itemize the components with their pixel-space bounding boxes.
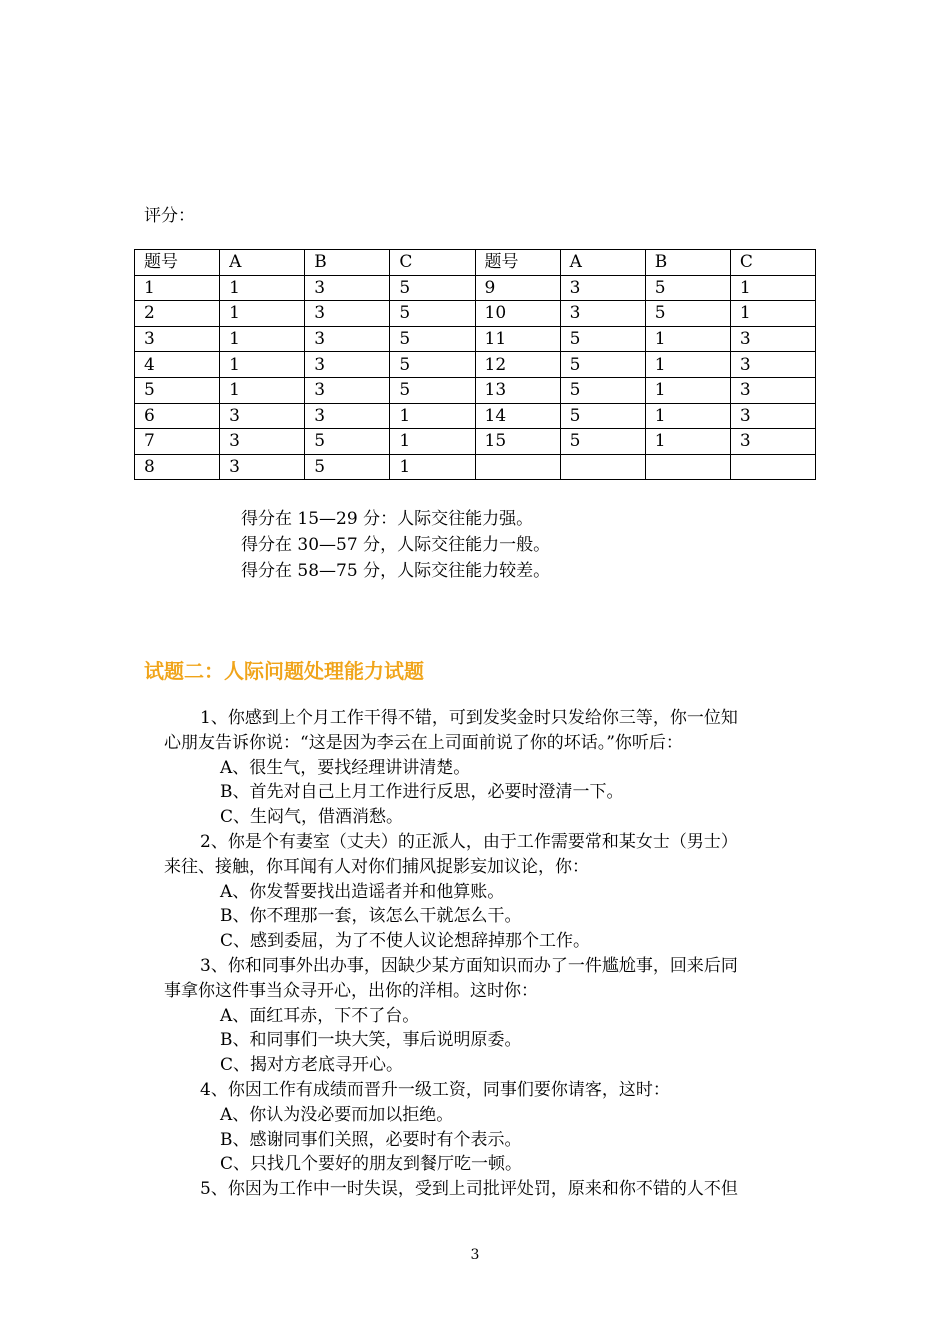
table-cell — [645, 454, 730, 480]
question-option: C、生闷气，借酒消愁。 — [220, 807, 404, 828]
table-cell: 5 — [390, 352, 475, 378]
table-cell: 1 — [135, 275, 220, 301]
score-ranges — [241, 506, 550, 584]
table-cell: 3 — [305, 275, 390, 301]
table-cell: 1 — [730, 301, 815, 327]
table-cell — [475, 454, 560, 480]
table-cell: 5 — [390, 377, 475, 403]
score-label: 评分： — [144, 206, 195, 226]
table-cell: 1 — [645, 352, 730, 378]
table-cell: 1 — [730, 275, 815, 301]
question-text: 2、你是个有妻室（丈夫）的正派人，由于工作需要常和某女士（男士） — [200, 831, 738, 852]
table-cell: 5 — [560, 429, 645, 455]
table-cell: 5 — [560, 377, 645, 403]
table-row — [135, 403, 816, 429]
table-cell — [560, 454, 645, 480]
score-range-line: 得分在 15—29 分：人际交往能力强。 — [241, 509, 534, 529]
table-cell: 1 — [220, 352, 305, 378]
table-header-cell: 题号 — [475, 250, 560, 276]
table-cell: 13 — [475, 377, 560, 403]
table-cell: 5 — [645, 275, 730, 301]
question-item — [164, 830, 814, 954]
table-cell: 3 — [560, 301, 645, 327]
question-list — [164, 706, 814, 1202]
score-range-line: 得分在 58—75 分，人际交往能力较差。 — [241, 561, 551, 581]
table-cell: 12 — [475, 352, 560, 378]
table-cell: 1 — [645, 429, 730, 455]
table-header-row — [135, 250, 816, 276]
question-option: C、感到委屈，为了不使人议论想辞掉那个工作。 — [220, 931, 591, 952]
table-cell: 11 — [475, 326, 560, 352]
question-item — [164, 1078, 814, 1177]
table-cell: 3 — [135, 326, 220, 352]
table-cell: 5 — [390, 275, 475, 301]
table-header-cell: 题号 — [135, 250, 220, 276]
question-option: A、面红耳赤，下不了台。 — [220, 1005, 420, 1026]
table-cell: 4 — [135, 352, 220, 378]
question-option: C、揭对方老底寻开心。 — [220, 1055, 404, 1076]
table-cell: 1 — [390, 429, 475, 455]
table-header-cell: A — [220, 250, 305, 276]
table-cell: 1 — [645, 326, 730, 352]
table-cell: 5 — [560, 352, 645, 378]
score-table-body — [135, 250, 816, 480]
score-range-line: 得分在 30—57 分，人际交往能力一般。 — [241, 535, 551, 555]
page-number: 3 — [470, 1247, 480, 1263]
table-cell: 3 — [730, 352, 815, 378]
question-text: 事拿你这件事当众寻开心，出你的洋相。这时你： — [164, 980, 538, 1001]
question-text: 3、你和同事外出办事，因缺少某方面知识而办了一件尴尬事，回来后同 — [200, 955, 738, 976]
table-cell: 6 — [135, 403, 220, 429]
score-table — [134, 249, 816, 480]
table-cell: 3 — [220, 454, 305, 480]
table-row — [135, 275, 816, 301]
question-option: A、你认为没必要而加以拒绝。 — [220, 1104, 454, 1125]
table-cell: 5 — [135, 377, 220, 403]
table-row — [135, 429, 816, 455]
table-cell — [730, 454, 815, 480]
table-cell: 15 — [475, 429, 560, 455]
question-text: 1、你感到上个月工作干得不错，可到发奖金时只发给你三等，你一位知 — [200, 708, 738, 728]
table-cell: 5 — [305, 454, 390, 480]
table-cell: 3 — [220, 429, 305, 455]
question-text: 心朋友告诉你说：“这是因为李云在上司面前说了你的坏话。”你听后： — [164, 732, 683, 753]
table-row — [135, 352, 816, 378]
table-cell: 3 — [305, 403, 390, 429]
table-cell: 3 — [730, 429, 815, 455]
table-row — [135, 301, 816, 327]
table-cell: 5 — [305, 429, 390, 455]
table-cell: 1 — [220, 301, 305, 327]
question-item — [164, 954, 814, 1078]
table-header-cell: C — [730, 250, 815, 276]
table-cell: 3 — [560, 275, 645, 301]
table-cell: 5 — [645, 301, 730, 327]
table-cell: 10 — [475, 301, 560, 327]
table-cell: 1 — [220, 275, 305, 301]
question-option: A、很生气，要找经理讲讲清楚。 — [220, 757, 471, 778]
question-option: B、和同事们一块大笑，事后说明原委。 — [220, 1030, 522, 1051]
table-cell: 8 — [135, 454, 220, 480]
table-cell: 2 — [135, 301, 220, 327]
table-cell: 9 — [475, 275, 560, 301]
question-text: 5、你因为工作中一时失误，受到上司批评处罚，原来和你不错的人不但 — [200, 1179, 738, 1200]
table-cell: 1 — [390, 454, 475, 480]
table-cell: 5 — [390, 326, 475, 352]
table-cell: 3 — [305, 301, 390, 327]
question-option: C、只找几个要好的朋友到餐厅吃一顿。 — [220, 1154, 523, 1175]
table-header-cell: A — [560, 250, 645, 276]
table-cell: 5 — [560, 403, 645, 429]
table-cell: 3 — [730, 377, 815, 403]
table-cell: 5 — [390, 301, 475, 327]
table-cell: 14 — [475, 403, 560, 429]
question-option: A、你发誓要找出造谣者并和他算账。 — [220, 881, 505, 902]
table-header-cell: B — [645, 250, 730, 276]
question-text: 来往、接触，你耳闻有人对你们捕风捉影妄加议论，你： — [164, 856, 589, 877]
table-cell: 3 — [305, 377, 390, 403]
table-cell: 1 — [390, 403, 475, 429]
table-cell: 1 — [645, 403, 730, 429]
table-row — [135, 326, 816, 352]
table-cell: 7 — [135, 429, 220, 455]
table-header-cell: C — [390, 250, 475, 276]
question-option: B、首先对自己上月工作进行反思，必要时澄清一下。 — [220, 782, 624, 803]
question-item — [164, 706, 814, 830]
table-cell: 1 — [645, 377, 730, 403]
table-cell: 3 — [730, 326, 815, 352]
table-cell: 3 — [730, 403, 815, 429]
table-cell: 1 — [220, 326, 305, 352]
question-option: B、感谢同事们关照，必要时有个表示。 — [220, 1129, 522, 1150]
question-item — [164, 1177, 814, 1202]
table-row — [135, 454, 816, 480]
table-cell: 5 — [560, 326, 645, 352]
table-cell: 3 — [305, 326, 390, 352]
table-cell: 1 — [220, 377, 305, 403]
question-option: B、你不理那一套，该怎么干就怎么干。 — [220, 906, 522, 927]
table-cell: 3 — [305, 352, 390, 378]
table-header-cell: B — [305, 250, 390, 276]
table-cell: 3 — [220, 403, 305, 429]
section-title: 试题二：人际问题处理能力试题 — [144, 659, 424, 683]
question-text: 4、你因工作有成绩而晋升一级工资，同事们要你请客，这时： — [200, 1079, 670, 1100]
table-row — [135, 377, 816, 403]
